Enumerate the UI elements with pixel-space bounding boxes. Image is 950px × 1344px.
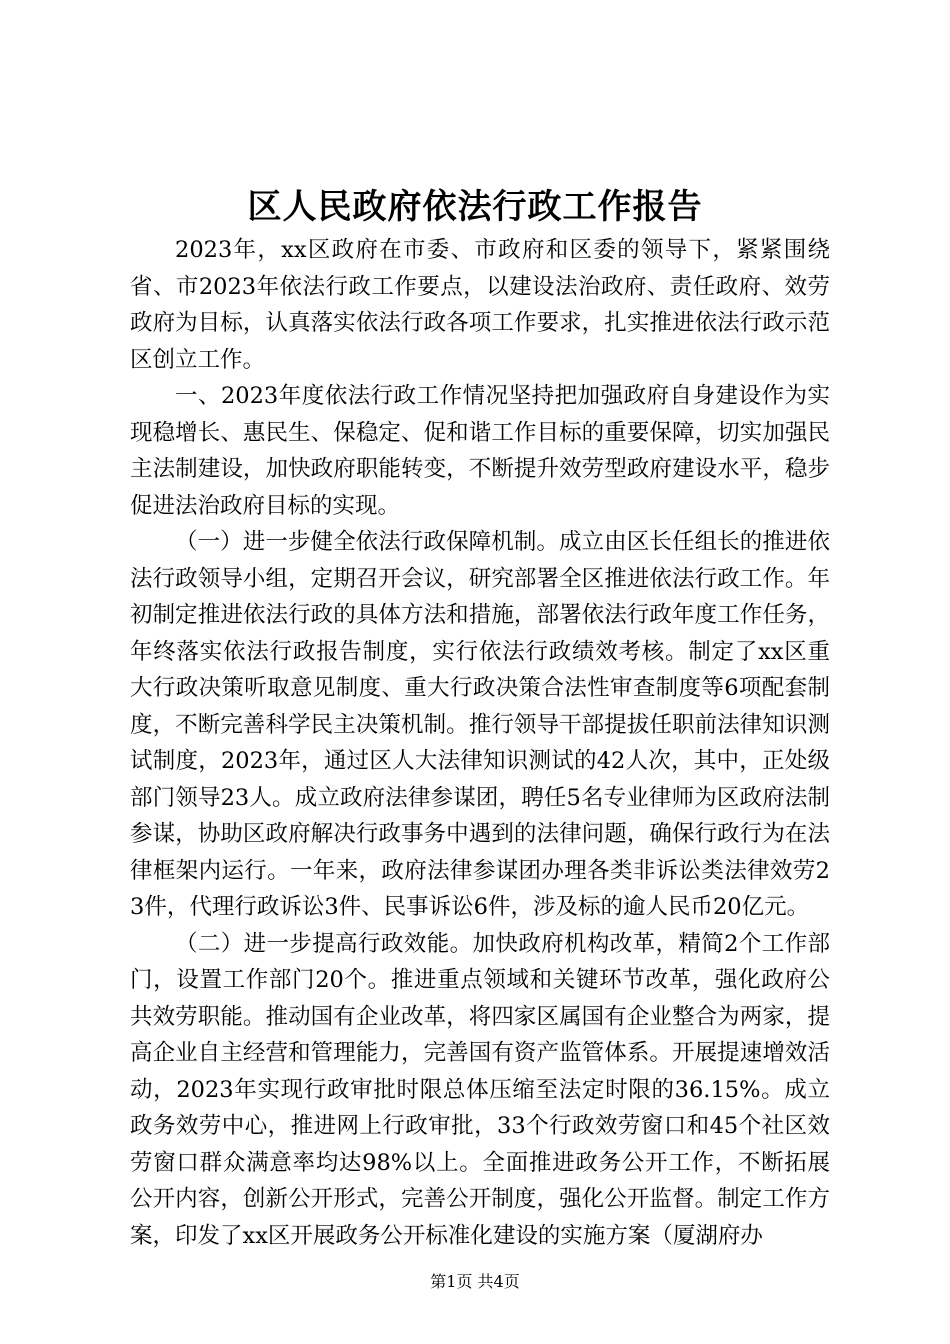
paragraph-section-one: 一、2023年度依法行政工作情况坚持把加强政府自身建设作为实现稳增长、惠民生、保稳定、促和谐工作目标的重要保障，切实加强民主法制建设，加快政府职能转变，不断提升效劳型政府建设水平，稳步促进法治政府目标的实现。 <box>130 383 830 519</box>
document-title: 区人民政府依法行政工作报告 <box>247 187 703 227</box>
paragraph-intro: 2023年，xx区政府在市委、市政府和区委的领导下，紧紧围绕省、市2023年依法行政工作要点，以建设法治政府、责任政府、效劳政府为目标，认真落实依法行政各项工作要求，扎实推进依法行政示范区创立工作。 <box>130 237 830 373</box>
paragraph-subsection-two: （二）进一步提高行政效能。加快政府机构改革，精简2个工作部门，设置工作部门20个。推进重点领域和关键环节改革，强化政府公共效劳职能。推动国有企业改革，将四家区属国有企业整合为两家，提高企业自主经营和管理能力，完善国有资产监管体系。开展提速增效活动，2023年实现行政审批时限总体压缩至法定时限的36.15%。成立政务效劳中心，推进网上行政审批，33个行政效劳窗口和45个社区效劳窗口群众满意率均达98%以上。全面推进政务公开工作，不断拓展公开内容，创新公开形式，完善公开制度，强化公开监督。制定工作方案，印发了xx区开展政务公开标准化建设的实施方案（厦湖府办 <box>130 930 830 1249</box>
paragraph-subsection-one: （一）进一步健全依法行政保障机制。成立由区长任组长的推进依法行政领导小组，定期召开会议，研究部署全区推进依法行政工作。年初制定推进依法行政的具体方法和措施，部署依法行政年度工作任务，年终落实依法行政报告制度，实行依法行政绩效考核。制定了xx区重大行政决策听取意见制度、重大行政决策合法性审查制度等6项配套制度，不断完善科学民主决策机制。推行领导干部提拔任职前法律知识测试制度，2023年，通过区人大法律知识测试的42人次，其中，正处级部门领导23人。成立政府法律参谋团，聘任5名专业律师为区政府法制参谋，协助区政府解决行政事务中遇到的法律问题，确保行政行为在法律框架内运行。一年来，政府法律参谋团办理各类非诉讼类法律效劳23件，代理行政诉讼3件、民事诉讼6件，涉及标的逾人民币20亿元。 <box>130 529 830 920</box>
document-body <box>130 232 830 1254</box>
page-number-footer: 第1页 共4页 <box>430 1272 520 1291</box>
